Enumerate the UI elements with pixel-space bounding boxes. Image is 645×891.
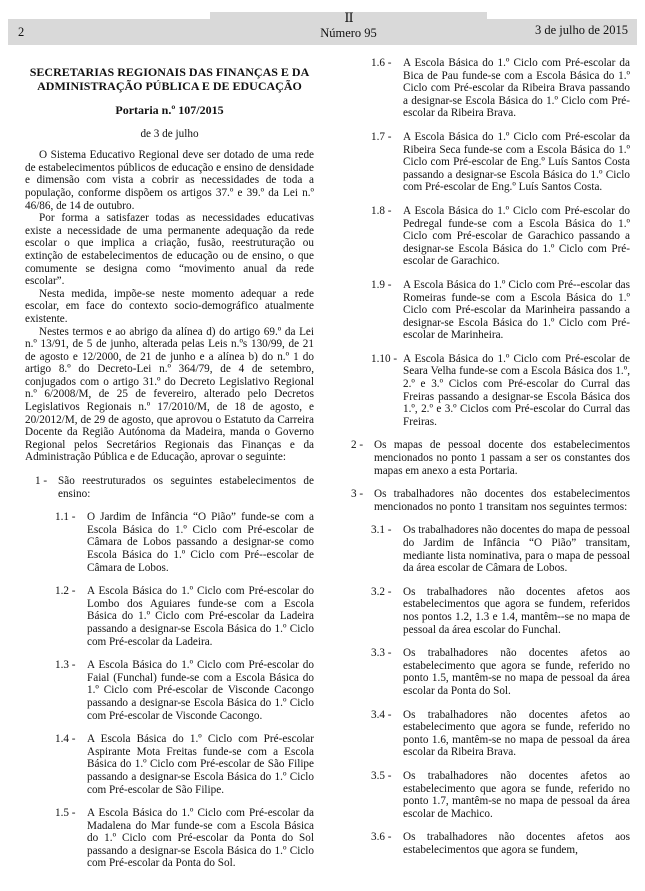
list-item-1-5: [25, 807, 314, 870]
list-item-label: 3.4 -: [371, 708, 392, 721]
list-item-1-1: [25, 511, 314, 574]
preamble-paragraph: Nesta medida, impõe-se neste momento adequar a rede escolar, em face do contexto socio-demográfico atualmente existente.: [25, 287, 314, 325]
series-numeral: II: [344, 11, 353, 26]
list-item-1-7: [341, 131, 630, 194]
list-item-label: 2 -: [351, 439, 364, 452]
list-item-label: 3.2 -: [371, 585, 392, 598]
list-item-text: A Escola Básica do 1.º Ciclo com Pré-escolar da Bica de Pau funde-se com a Escola Básica do 1.º Ciclo com Pré-escolar da Ribeira Brava passando a designar-se Escola Básica do 1.º Ciclo com Pré-escolar da Ribeira Brava.: [403, 57, 630, 120]
list-item-label: 3 -: [351, 488, 364, 501]
publication-date: 3 de julho de 2015: [534, 23, 628, 37]
list-item-text: Os trabalhadores não docentes afetos ao estabelecimento que agora se funde, referido no ponto 1.5, mantêm-se no mapa de pessoal da área escolar da Ponta do Sol.: [403, 647, 630, 697]
list-item-1-10: [341, 353, 630, 429]
masthead-center-block: [210, 12, 487, 45]
list-item-text: A Escola Básica do 1.º Ciclo com Pré-escolar do Faial (Funchal) funde-se com a Escola Básica do 1.º Ciclo com Pré-escolar de Visconde Cacongo passando a designar-se Escola Básica do 1.º Ciclo com Pré-escolar de Visconde Cacongo.: [87, 659, 314, 722]
list-item-label: 3.3 -: [371, 647, 392, 660]
list-item-text: Os trabalhadores não docentes dos estabelecimentos mencionados no ponto 1 transitam nos seguintes termos:: [374, 488, 630, 513]
list-item-text: O Jardim de Infância “O Pião” funde-se com a Escola Básica do 1.º Ciclo com Pré-escolar de Câmara de Lobos passando a designar-se como Escola Básica do 1.º Ciclo com Pré--escolar de Câmara de Lobos.: [87, 511, 314, 574]
left-column: [25, 46, 314, 870]
list-item-label: 3.6 -: [371, 831, 392, 844]
list-item-3-1: [341, 524, 630, 574]
list-item-1-8: [341, 205, 630, 268]
issue-number: Número 95: [320, 26, 377, 40]
document-date-line: de 3 de julho: [140, 127, 199, 140]
preamble-paragraph: O Sistema Educativo Regional deve ser dotado de uma rede de estabelecimentos públicos de educação e ensino de densidade e dimensão com vista a cobrir as necessidades de toda a população, conforme dispõem os artigos 37.º e 39.º da Lei n.º 46/86, de 14 de outubro.: [25, 149, 314, 212]
list-item-1-6: [341, 57, 630, 120]
list-item-3-6: [341, 831, 630, 856]
list-item-text: Os mapas de pessoal docente dos estabelecimentos mencionados no ponto 1 passam a ser os constantes dos mapas em anexo a esta Portaria.: [374, 439, 630, 477]
list-item-label: 1.10 -: [371, 352, 398, 365]
list-item-3-5: [341, 770, 630, 820]
list-item-label: 3.1 -: [371, 524, 392, 537]
list-item-3-4: [341, 709, 630, 759]
preamble-paragraph: Por forma a satisfazer todas as necessidades educativas existe a necessidade de uma permanente adequação da rede escolar o que implica a criação, fusão, reestruturação ou extinção de estabelecimentos de educação ou de ensino, o que comumente se designa como “movimento anual da rede escolar”.: [25, 212, 314, 288]
list-item-label: 1.8 -: [371, 204, 392, 217]
list-item-3-2: [341, 586, 630, 636]
list-item-1-9: [341, 279, 630, 342]
list-item-label: 1.5 -: [55, 807, 76, 820]
list-item-text: A Escola Básica do 1.º Ciclo com Pré-escolar da Madalena do Mar funde-se com a Escola Básica do 1.º Ciclo com Pré-escolar da Ponta do Sol passando a designar-se Escola Básica do 1.º Ciclo com Pré-escolar da Ponta do Sol.: [87, 807, 314, 870]
list-item-1: [25, 475, 314, 500]
list-item-text: Os trabalhadores não docentes afetos aos estabelecimentos que agora se fundem, referidos nos pontos 1.2, 1.3 e 1.4, mantêm--se no mapa de pessoal da área escolar do Funchal.: [403, 585, 630, 636]
masthead: [0, 0, 645, 46]
list-item-text: São reestruturados os seguintes estabelecimentos de ensino:: [58, 475, 314, 500]
document-body: [25, 46, 630, 870]
preamble-paragraph: Nestes termos e ao abrigo da alínea d) do artigo 69.º da Lei n.º 13/91, de 5 de junho, alterada pelas Leis n.ºs 130/99, de 21 de agosto e 12/2000, de 21 de junho e a alínea b) do n.º 1 do artigo 8.º do Decreto-Lei n.º 364/79, de 4 de setembro, conjugados com o artigo 31.º do Decreto Legislativo Regional n.º 6/2008/M, de 25 de fevereiro, alterado pelo Decretos Legislativos Regionais n.º 17/2010/M, de 18 de agosto, e 20/2012/M, de 29 de agosto, que aprovou o Estatuto da Carreira Docente da Região Autónoma da Madeira, manda o Governo Regional pelos Secretários Regionais das Finanças e da Administração Pública e de Educação, aprovar o seguinte:: [25, 325, 314, 464]
list-item-label: 1.9 -: [371, 278, 392, 291]
list-item-text: Os trabalhadores não docentes do mapa de pessoal do Jardim de Infância “O Pião” transitam, mediante lista nominativa, para o mapa de pessoal da área escolar de Câmara de Lobos.: [403, 524, 630, 575]
list-item-label: 1.2 -: [55, 585, 76, 598]
list-item-label: 1.1 -: [55, 511, 76, 524]
list-item-text: Os trabalhadores não docentes afetos ao estabelecimento que agora se funde, referido no ponto 1.6, mantêm-se no mapa de pessoal da área escolar da Ribeira Brava.: [403, 708, 630, 759]
list-item-text: A Escola Básica do 1.º Ciclo com Pré-escolar de Seara Velha funde-se com a Escola Básica dos 1.º, 2.º e 3.º Ciclos com Pré-escolar do Curral das Freiras passando a designar-se Escola Básica dos 1.º, 2.º e 3.º Ciclos com Pré-escolar do Curral das Freiras.: [403, 352, 630, 428]
list-item-label: 1.6 -: [371, 57, 392, 69]
list-item-1-2: [25, 585, 314, 648]
list-item-text: Os trabalhadores não docentes afetos aos estabelecimentos que agora se fundem,: [403, 831, 630, 856]
list-item-3-3: [341, 647, 630, 697]
list-item-1-3: [25, 659, 314, 722]
list-item-text: A Escola Básica do 1.º Ciclo com Pré-escolar do Lombo dos Aguiares funde-se com a Escola Básica do 1.º Ciclo com Pré-escolar da Ladeira passando a designar-se Escola Básica do 1.º Ciclo com Pré-escolar da Ladeira.: [87, 585, 314, 648]
list-item-label: 1.4 -: [55, 733, 76, 746]
list-item-1-4: [25, 733, 314, 796]
list-item-2: [341, 439, 630, 477]
list-item-text: A Escola Básica do 1.º Ciclo com Pré-escolar do Pedregal funde-se com a Escola Básica do 1.º Ciclo com Pré-escolar de Garachico passando a designar-se Escola Básica do 1.º Ciclo com Pré-escolar de Garachico.: [403, 204, 630, 268]
document-title: Portaria n.º 107/2015: [115, 103, 224, 117]
issuing-body-title: SECRETARIAS REGIONAIS DAS FINANÇAS E DA ADMINISTRAÇÃO PÚBLICA E DE EDUCAÇÃO: [29, 65, 310, 93]
list-item-text: Os trabalhadores não docentes afetos ao estabelecimento que agora se funde, referido no ponto 1.7, mantêm-se no mapa de pessoal da área escolar de Machico.: [403, 769, 630, 820]
page-number: 2: [18, 25, 25, 39]
list-item-label: 1.3 -: [55, 659, 76, 672]
list-item-label: 3.5 -: [371, 769, 392, 782]
list-item-text: A Escola Básica do 1.º Ciclo com Pré--escolar das Romeiras funde-se com a Escola Básica do 1.º Ciclo com Pré-escolar da Marinheira passando a designar-se Escola Básica do 1.º Ciclo com Pré-escolar de Marinheira.: [403, 278, 630, 342]
list-item-label: 1.7 -: [371, 130, 392, 143]
list-item-label: 1 -: [35, 475, 48, 488]
list-item-text: A Escola Básica do 1.º Ciclo com Pré-escolar da Ribeira Seca funde-se com a Escola Básica do 1.º Ciclo com Pré-escolar de Eng.º Luís Santos Costa passando a designar-se Escola Básica do 1.º Ciclo com Pré-escolar de Eng.º Luís Santos Costa.: [403, 130, 630, 194]
right-column: [341, 46, 630, 870]
list-item-text: A Escola Básica do 1.º Ciclo com Pré-escolar Aspirante Mota Freitas funde-se com a Escola Básica do 1.º Ciclo com Pré-escolar de São Filipe passando a designar-se Escola Básica do 1.º Ciclo com Pré-escolar de São Filipe.: [87, 733, 314, 796]
list-item-3: [341, 488, 630, 513]
